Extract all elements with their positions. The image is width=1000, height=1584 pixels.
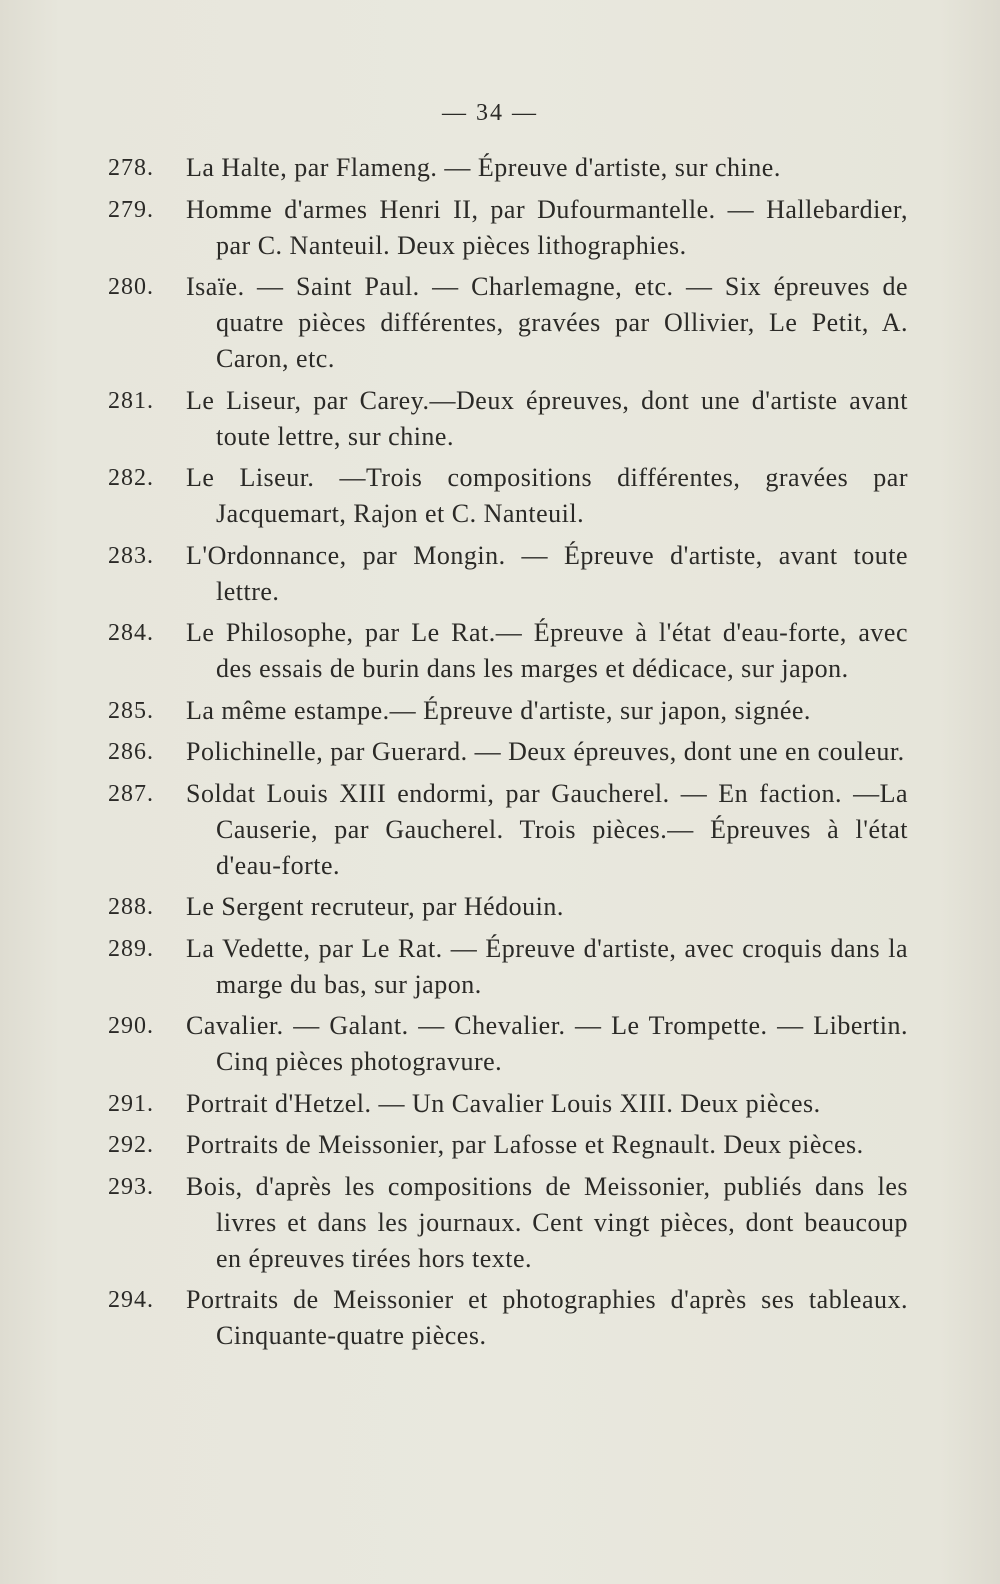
entry-text: Portraits de Meissonier et photographies d'après ses tableaux. Cinquante-quatre pièces. <box>186 1285 908 1350</box>
catalogue-entry <box>108 1127 908 1163</box>
entry-text: Bois, d'après les compositions de Meissonier, publiés dans les livres et dans les journaux. Cent vingt pièces, dont beaucoup en épreuves tirées hors texte. <box>186 1171 908 1273</box>
catalogue-entry <box>108 693 908 729</box>
entry-number: 282. <box>108 465 154 491</box>
entry-text: Le Liseur. —Trois compositions différentes, gravées par Jacquemart, Rajon et C. Nanteuil. <box>186 463 908 528</box>
entry-number: 291. <box>108 1090 154 1117</box>
entry-text: Soldat Louis XIII endormi, par Gaucherel. — En faction. —La Causerie, par Gaucherel. Trois pièces.— Épreuves à l'état d'eau-forte. <box>186 778 908 880</box>
entry-text: La Halte, par Flameng. — Épreuve d'artiste, sur chine. <box>186 153 781 182</box>
entry-number: 290. <box>108 1013 154 1039</box>
catalogue-entry <box>108 150 908 186</box>
catalogue-entry <box>108 192 908 264</box>
entry-text: Portrait d'Hetzel. — Un Cavalier Louis XIII. Deux pièces. <box>186 1088 821 1118</box>
entry-number: 285. <box>108 697 154 724</box>
catalogue-entry <box>108 383 908 455</box>
page-number: — 34 — <box>442 100 538 126</box>
catalogue-entry <box>108 1282 908 1354</box>
entry-number: 292. <box>108 1132 154 1158</box>
catalogue-entry <box>108 460 908 532</box>
catalogue-entry <box>108 1169 908 1277</box>
catalogue-entry <box>108 776 908 884</box>
catalogue-entry <box>108 889 908 925</box>
catalogue-entry <box>108 734 908 770</box>
entry-number: 284. <box>108 620 154 646</box>
entry-number: 283. <box>108 542 154 569</box>
entry-number: 287. <box>108 780 154 807</box>
entry-text: La même estampe.— Épreuve d'artiste, sur japon, signée. <box>186 695 811 725</box>
entry-text: Portraits de Meissonier, par Lafosse et Regnault. Deux pièces. <box>186 1130 864 1159</box>
catalogue-entry <box>108 538 908 610</box>
entry-text: Le Philosophe, par Le Rat.— Épreuve à l'état d'eau-forte, avec des essais de burin dans les marges et dédicace, sur japon. <box>186 618 908 683</box>
entry-text: Le Sergent recruteur, par Hédouin. <box>186 892 564 921</box>
entry-text: La Vedette, par Le Rat. — Épreuve d'artiste, avec croquis dans la marge du bas, sur japon. <box>186 933 908 999</box>
entry-number: 280. <box>108 274 154 300</box>
catalogue-entry <box>108 931 908 1003</box>
entry-number: 279. <box>108 196 154 223</box>
catalogue-entry <box>108 1008 908 1080</box>
entry-text: L'Ordonnance, par Mongin. — Épreuve d'artiste, avant toute lettre. <box>186 540 908 606</box>
entry-number: 278. <box>108 155 154 181</box>
entry-number: 286. <box>108 739 154 765</box>
entry-text: Homme d'armes Henri II, par Dufourmantelle. — Hallebardier, par C. Nanteuil. Deux pièces lithographies. <box>186 194 908 260</box>
entry-number: 281. <box>108 387 154 414</box>
entry-number: 293. <box>108 1173 154 1200</box>
catalogue-entry <box>108 615 908 687</box>
entry-number: 294. <box>108 1287 154 1313</box>
entry-text: Le Liseur, par Carey.—Deux épreuves, dont une d'artiste avant toute lettre, sur chine. <box>186 385 908 451</box>
entry-text: Isaïe. — Saint Paul. — Charlemagne, etc. — Six épreuves de quatre pièces différentes, gravées par Ollivier, Le Petit, A. Caron, etc. <box>186 272 908 373</box>
entry-number: 288. <box>108 894 154 920</box>
entry-number: 289. <box>108 935 154 962</box>
catalogue-entry <box>108 269 908 377</box>
entry-text: Polichinelle, par Guerard. — Deux épreuves, dont une en couleur. <box>186 737 905 766</box>
catalogue-entry <box>108 1086 908 1122</box>
catalogue-entries <box>108 150 908 1360</box>
entry-text: Cavalier. — Galant. — Chevalier. — Le Trompette. — Libertin. Cinq pièces photogravure. <box>186 1011 908 1076</box>
